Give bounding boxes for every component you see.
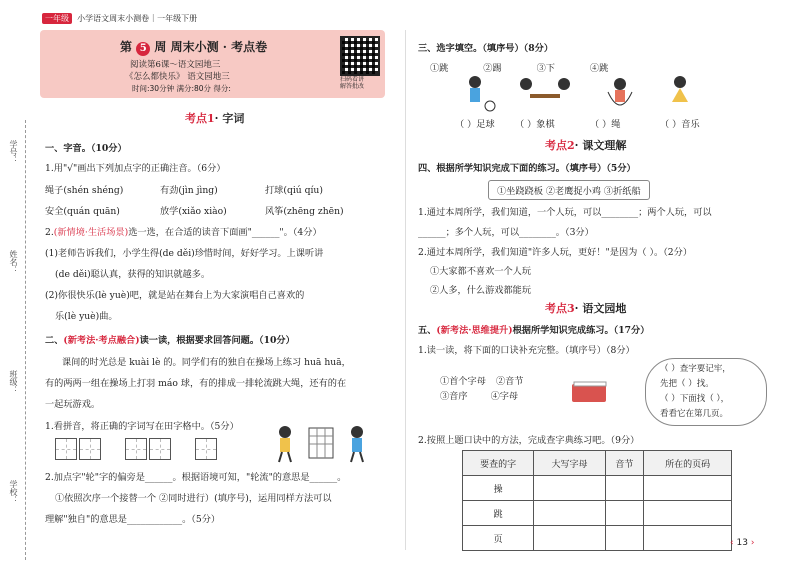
col-syllable: 音节 [605, 451, 643, 476]
rhyme-text: （ ）查字要记牢， 先把（ ）找。 （ ）下面找（ ）， 看看它在第几页。 [660, 364, 731, 419]
dance-icon [672, 76, 688, 102]
q1-r1b: 有劲(jìn jìng) [160, 185, 218, 196]
answer-cell[interactable] [644, 476, 732, 501]
col-page: 所在的页码 [644, 451, 732, 476]
jump-rope-icon [608, 78, 632, 105]
soccer-icon [469, 76, 495, 111]
prev-page-icon[interactable]: ‹ [730, 538, 734, 548]
table-row: 页 [463, 526, 732, 551]
answer-cell[interactable] [605, 476, 643, 501]
kp2-heading: 考点2· 课文理解 [545, 139, 627, 152]
q4-line3: 理解"独自"的意思是____________。（5分） [45, 514, 221, 525]
s2-tag: (新考法·考点融合) [63, 335, 140, 346]
word-list-row2: ③音序 ④字母 [440, 391, 519, 402]
answer-cell[interactable] [534, 476, 605, 501]
q1-r2a: 安全(quán quān) [45, 206, 120, 217]
answer-1: （ ）足球 [455, 119, 495, 130]
answer-4: （ ）音乐 [660, 119, 700, 130]
q2-s2b: 乐(lè yuè)曲。 [55, 311, 118, 322]
badminton-illustration [265, 418, 375, 466]
chess-icon [520, 78, 570, 98]
page-number: ‹ 13 › [730, 538, 755, 548]
header-tag: 一年级 [42, 13, 72, 24]
dictionary-icon [570, 378, 610, 406]
binding-line [25, 120, 26, 560]
week-prefix: 第 [120, 40, 133, 54]
q4-line1: 2.加点字"轮"字的偏旁是______。根据语境可知，"轮流"的意思是______。 [45, 472, 347, 483]
header-title: 小学语文周末小测卷｜一年级下册 [77, 14, 198, 23]
q1-title: 1.用"√"画出下列加点字的正确注音。（6分） [45, 163, 226, 174]
side-school: 学校： [9, 480, 18, 504]
answer-cell[interactable] [605, 526, 643, 551]
week-number: 5 [136, 42, 150, 56]
options-box: ①坐跷跷板 ②老鹰捉小鸡 ③折纸船 [488, 180, 650, 200]
tianzige-group2[interactable] [125, 438, 173, 464]
side-name: 姓名： [9, 250, 18, 274]
q5-1-title: 1.读一读，将下面的口诀补充完整。（填序号）（8分） [418, 345, 635, 356]
side-id: 学号： [9, 140, 18, 164]
q3-title: 1.看拼音，将正确的字词写在田字格中。（5分） [45, 421, 239, 432]
choice-list: ①跳 ②踢 ③下 ④跳 [430, 63, 609, 74]
r1-line2: ______；多个人玩，可以________。（3分） [418, 227, 594, 238]
r2-option2: ②人多，什么游戏都能玩 [430, 285, 532, 296]
passage-line2: 有的两两一组在操场上打羽 máo 球，有的排成一排轮流跳大绳，还有的在 [45, 378, 347, 389]
side-class: 班级： [9, 370, 18, 394]
qr-text1: 扫码看讲 [340, 76, 365, 83]
section3-title: 三、选字填空。（填序号）（8分） [418, 43, 554, 54]
table-row: 操 [463, 476, 732, 501]
q2-tag: (新情境·生活场景) [53, 227, 129, 238]
tianzige-group1[interactable] [55, 438, 103, 464]
qr-code[interactable] [340, 36, 380, 76]
passage-line1: 课间的时光总是 kuài lè 的。同学们有的独自在操场上练习 huā huā， [62, 357, 351, 368]
answer-cell[interactable] [534, 526, 605, 551]
q2-s1b: (de děi)聪认真，获得的知识就越多。 [55, 269, 211, 280]
q1-r2c: 风筝(zhēng zhēn) [265, 206, 344, 217]
banner-line2: 《怎么都快乐》 语文园地三 [125, 72, 230, 82]
banner-meta: 时间:30分钟 满分:80分 得分: [132, 84, 231, 93]
table-row: 跳 [463, 501, 732, 526]
q5-2-title: 2.按照上题口诀中的方法，完成查字典练习吧。（9分） [418, 435, 640, 446]
answer-3: （ ）绳 [590, 119, 621, 130]
q2-s2a: (2)你很快乐(lè yuè)吧，就是站在舞台上为大家演唱自己喜欢的 [45, 290, 305, 301]
q1-r1c: 打球(qiú qíu) [265, 185, 323, 196]
r1-line1: 1.通过本周所学，我们知道，一个人玩，可以________；两个人玩，可以 [418, 207, 712, 218]
banner-title: 周末小测 · 考点卷 [170, 40, 268, 54]
player-left-icon [279, 426, 291, 462]
page-divider [405, 30, 406, 550]
s5-tag: (新考法·思维提升) [436, 325, 513, 336]
qr-text2: 解答批改 [340, 83, 365, 90]
kp3-heading: 考点3· 语文园地 [545, 302, 627, 315]
banner-line1: 阅读第6课～语文园地三 [130, 60, 221, 70]
col-char: 要查的字 [463, 451, 534, 476]
section4-title: 四、根据所学知识完成下面的练习。（填序号）（5分） [418, 163, 636, 174]
kp1-heading: 考点1· 字词 [185, 112, 245, 125]
answer-cell[interactable] [605, 501, 643, 526]
week-suffix: 周 [154, 40, 167, 54]
tianzige-group3[interactable] [195, 438, 219, 464]
answer-cell[interactable] [644, 501, 732, 526]
r2-option1: ①大家都不喜欢一个人玩 [430, 266, 532, 277]
title-banner [40, 30, 385, 98]
answer-cell[interactable] [534, 501, 605, 526]
word-list-row1: ①首个字母 ②音节 [440, 376, 524, 387]
answer-cell[interactable] [644, 526, 732, 551]
q2-line: 2.(新情境·生活场景)选一选，在合适的读音下面画"______"。（4分） [45, 227, 322, 238]
dictionary-table [462, 450, 732, 551]
q2-s1a: (1)老师告诉我们，小学生得(de děi)珍惜时间，好好学习。上课听讲 [45, 248, 324, 259]
table-header-row [463, 451, 732, 476]
section5-title: 五、(新考法·思维提升)根据所学知识完成练习。（17分） [418, 325, 650, 336]
section1-title: 一、字音。（10分） [45, 143, 127, 154]
net-icon [309, 428, 333, 458]
q1-r1a: 绳子(shén shéng) [45, 185, 124, 196]
col-capital: 大写字母 [534, 451, 605, 476]
player-right-icon [351, 426, 363, 462]
answer-2: （ ）象棋 [515, 119, 555, 130]
q4-line2: ①依照次序一个接替一个 ②同时进行）(填序号)，运用同样方法可以 [55, 493, 332, 504]
r2-line: 2.通过本周所学，我们知道"许多人玩，更好！"是因为（ ）。（2分） [418, 247, 693, 258]
q1-r2b: 放学(xiǎo xiào) [160, 206, 227, 217]
next-page-icon[interactable]: › [750, 538, 755, 548]
activity-illustrations [460, 72, 700, 114]
header [42, 6, 197, 25]
passage-line3: 一起玩游戏。 [45, 399, 101, 410]
q2-text: 选一选，在合适的读音下面画"______"。（4分） [128, 227, 322, 238]
section2-title: 二、(新考法·考点融合)读一读，根据要求回答问题。（10分） [45, 335, 295, 346]
